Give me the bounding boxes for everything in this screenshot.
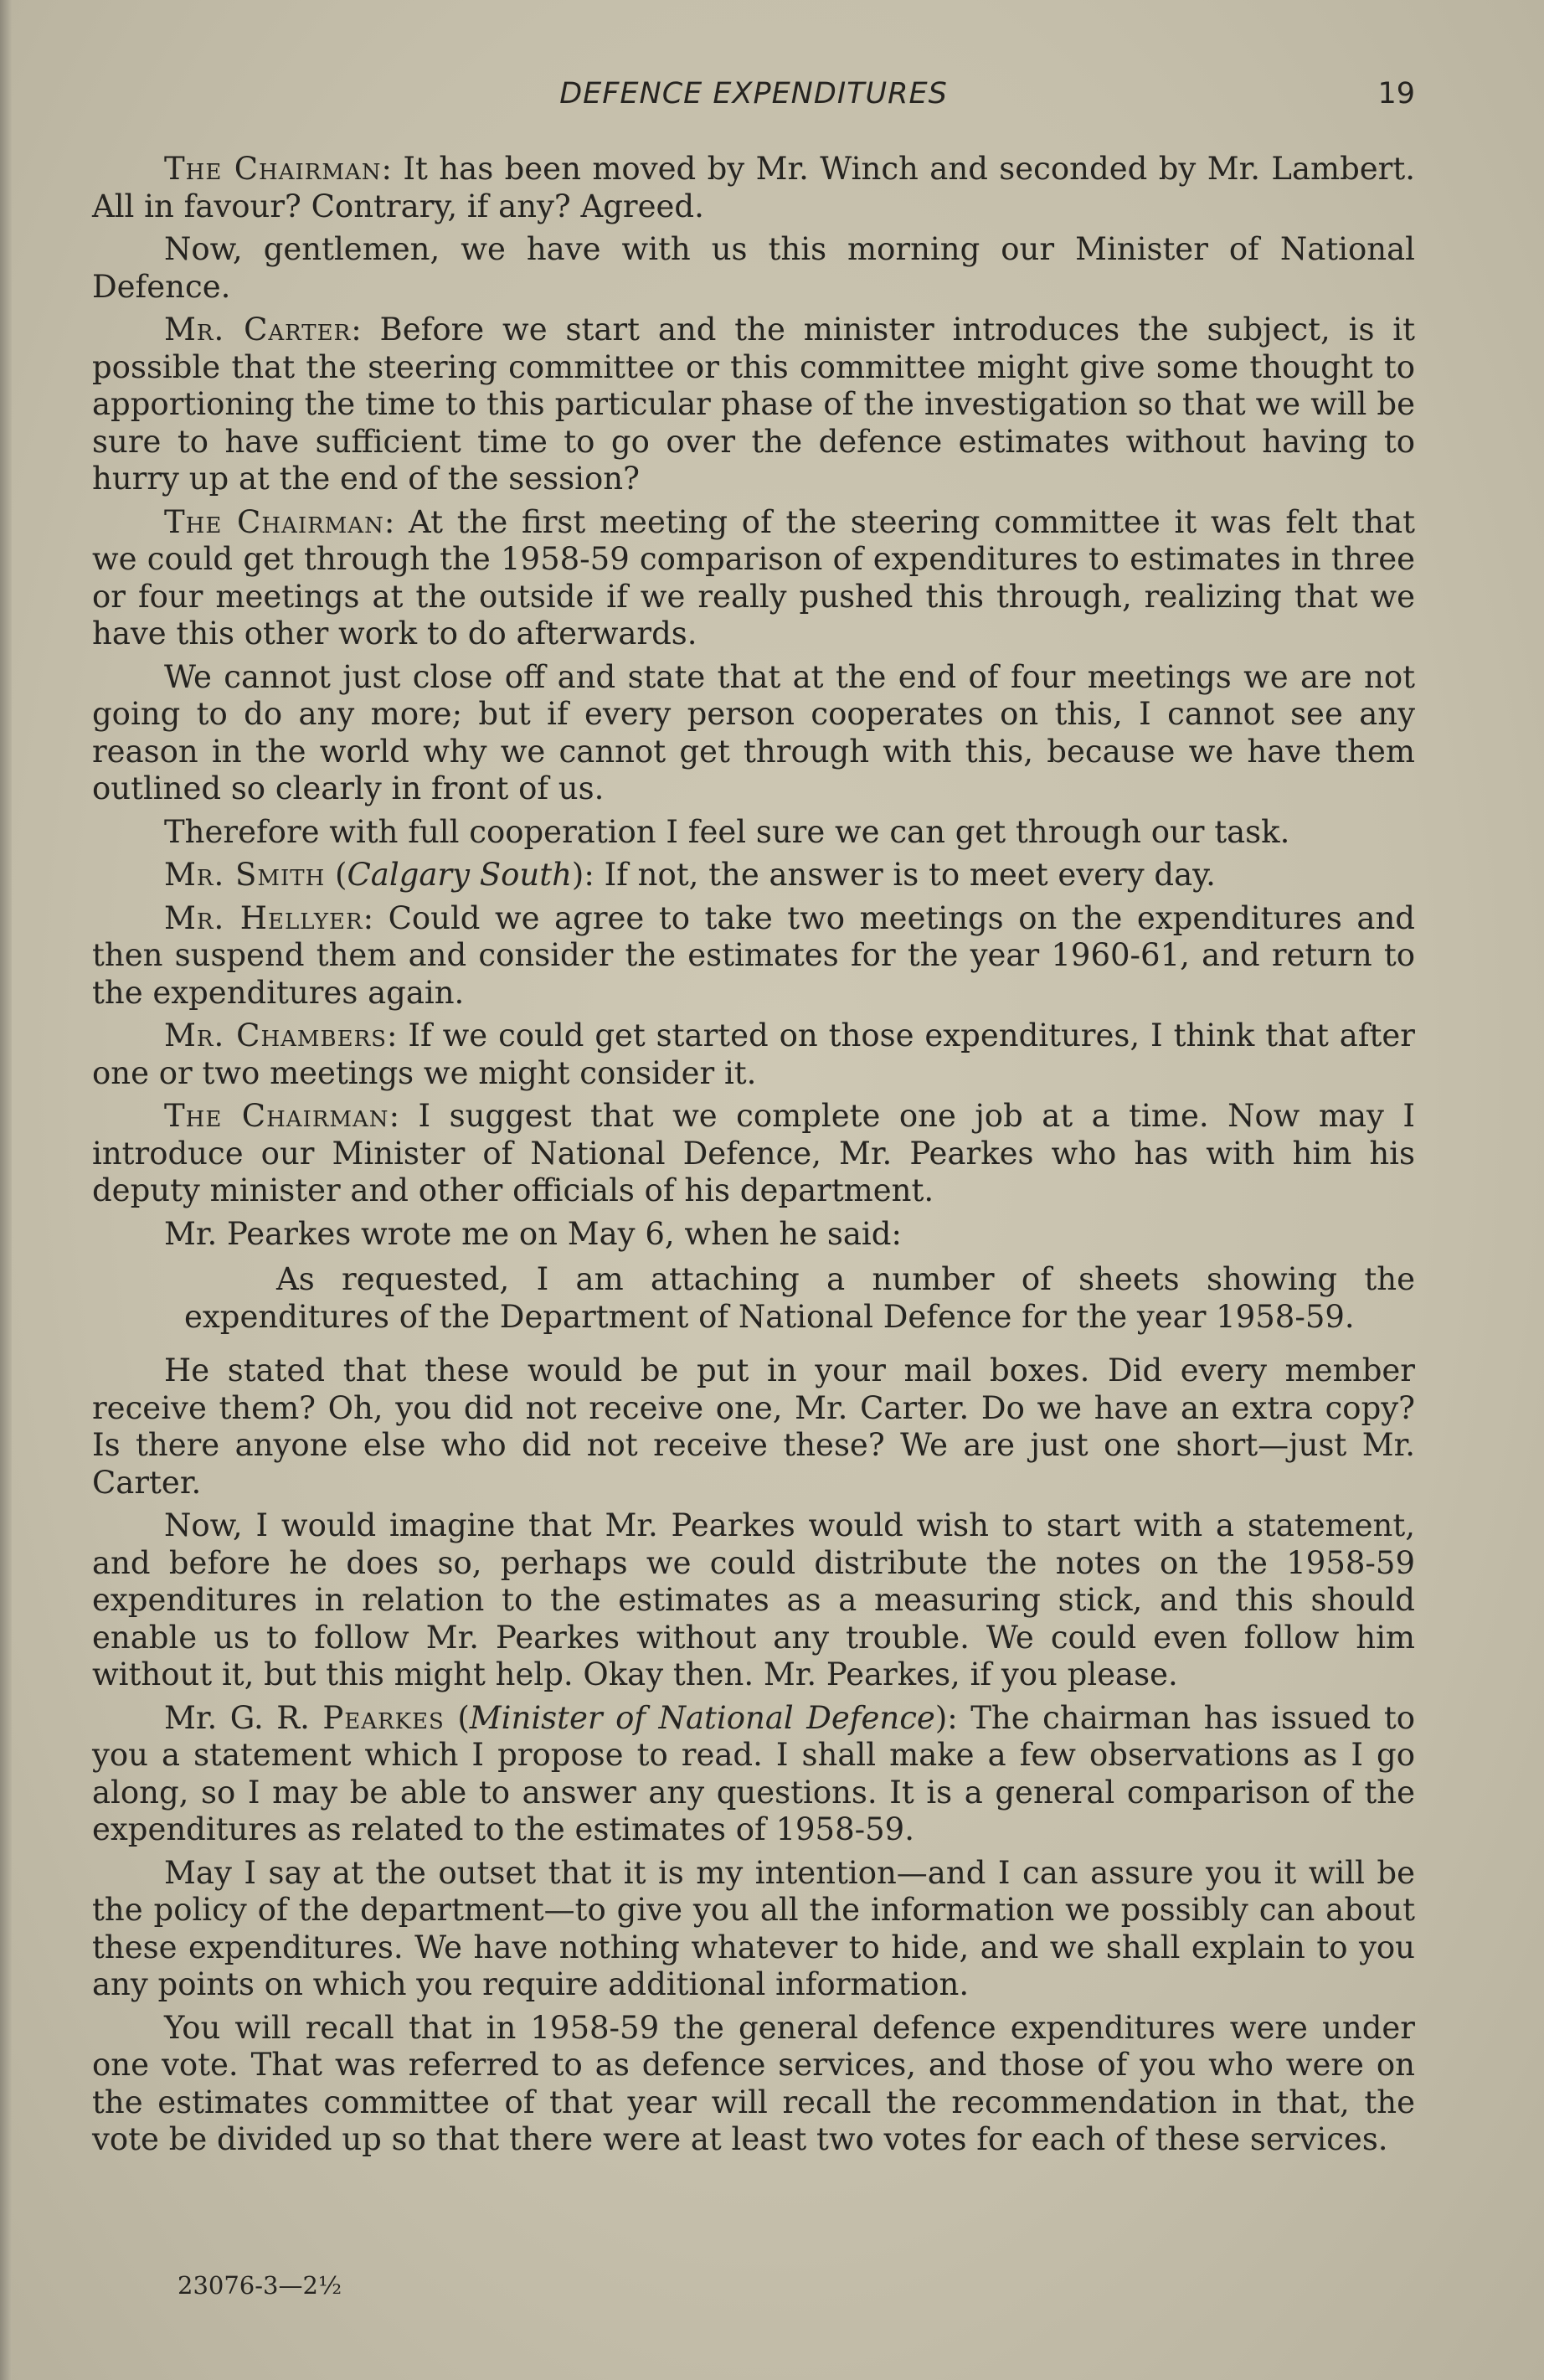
paragraph — [92, 1855, 1415, 2004]
speaker-separator: : — [383, 503, 409, 540]
paragraph: Mr. G. R. Pearkes (Minister of National Defence): The chairman has issued to you a statement which I propose to read. I shall make a few observations as I go along, so I may be able to answer any questions. It is a general comparison of the expenditures as related to the estimates of 1958-59. — [92, 1699, 1416, 1847]
paragraph-text: We cannot just close off and state that at the end of four meetings we are not going to do any more; but if every person cooperates on this, I cannot see any reason in the world why we cannot get through with this, because we have them outlined so clearly in front of us. — [92, 658, 1415, 806]
paragraph-text: You will recall that in 1958-59 the general defence expenditures were under one vote. That was referred to as defence services, and those of you who were on the estimates committee of that year will recall the recommendation in that, the vote be divided up so that there were at least two votes for each of these services. — [92, 2009, 1415, 2157]
paragraph-text: The chairman has issued to you a statement which I propose to read. I shall make a few observations as I go along, so I may be able to answer any questions. It is a general comparison of the expenditures as related to the estimates of 1958-59. — [92, 1699, 1416, 1847]
paragraph-text: May I say at the outset that it is my intention—and I can assure you it will be the policy of the department—to give you all the information we possibly can about these expenditures. We have nothing whatever to hide, and we shall explain to you any points on which you require additional information. — [92, 1854, 1415, 2002]
paragraph — [92, 1017, 1415, 1092]
paragraph-text: At the first meeting of the steering committee it was felt that we could get through the 1958-59 comparison of expenditures to estimates in three or four meetings at the outside if we really pushed this through, realizing that we have this other work to do afterwards. — [92, 503, 1416, 652]
speaker-separator: : — [584, 857, 605, 893]
speaker-separator: : — [387, 1017, 409, 1053]
paragraph — [92, 900, 1415, 1012]
paragraph — [92, 231, 1415, 306]
running-head: DEFENCE EXPENDITURES — [559, 77, 948, 111]
paragraph-text: Now, I would imagine that Mr. Pearkes would wish to start with a statement, and before he does so, perhaps we could distribute the notes on the 1958-59 expenditures in relation to the estimates as a measuring stick, and this should enable us to follow Mr. Pearkes without any trouble. We could even follow him without it, but this might help. Okay then. Mr. Pearkes, if you please. — [92, 1507, 1415, 1692]
speaker-name: The Chairman — [164, 1098, 389, 1134]
page-number: 19 — [1377, 77, 1415, 111]
page-header — [92, 77, 1415, 119]
speaker-separator: : — [363, 899, 389, 936]
paragraph — [92, 659, 1415, 808]
speaker-prefix: Mr. G. R. — [164, 1699, 323, 1736]
speaker-name: Pearkes — [322, 1699, 445, 1736]
paragraph: Mr. Smith (Calgary South): If not, the answer is to meet every day. — [164, 857, 1216, 893]
paragraph-text: Therefore with full cooperation I feel sure we can get through our task. — [164, 813, 1290, 850]
paragraph-text: Mr. Pearkes wrote me on May 6, when he said: — [164, 1215, 902, 1252]
paragraph-text: If not, the answer is to meet every day. — [604, 857, 1216, 893]
speaker-name: The Chairman — [164, 503, 384, 540]
paragraph — [92, 1216, 1415, 1254]
paragraph — [92, 1352, 1415, 1502]
speaker-name: Mr. Chambers — [164, 1017, 387, 1053]
paragraph-text: I suggest that we complete one job at a time. Now may I introduce our Minister of National Defence, Mr. Pearkes who has with him his deputy minister and other officials of his department. — [92, 1098, 1415, 1208]
paragraph — [92, 504, 1415, 653]
paragraph-text: As requested, I am attaching a number of sheets showing the expenditures of the Department of National Defence for the year 1958-59. — [184, 1261, 1415, 1335]
speaker-separator: : — [389, 1098, 419, 1134]
speaker-separator: : — [351, 312, 380, 348]
binding-edge — [0, 0, 12, 2380]
paragraph-text: Could we agree to take two meetings on the expenditures and then suspend them and consider the estimates for the year 1960-61, and return to the expenditures again. — [92, 899, 1415, 1011]
paragraph — [92, 2010, 1415, 2159]
speaker-name: The Chairman — [164, 151, 382, 187]
speaker-name: Mr. Hellyer — [164, 899, 363, 936]
paragraph-text: It has been moved by Mr. Winch and seconded by Mr. Lambert. All in favour? Contrary, if any? Agreed. — [92, 151, 1415, 224]
paragraph-text: He stated that these would be put in your mail boxes. Did every member receive them? Oh, you did not receive one, Mr. Carter. Do we have an extra copy? Is there anyone else who did not receive these? We are just one short—just Mr. Carter. — [92, 1352, 1415, 1501]
speaker-qualifier: Calgary South — [347, 857, 572, 893]
body-text — [92, 151, 1415, 2165]
paragraph — [92, 151, 1415, 225]
paragraph-text: Now, gentlemen, we have with us this morning our Minister of National Defence. — [92, 231, 1415, 305]
speaker-separator: : — [947, 1699, 971, 1736]
paragraph — [92, 312, 1415, 498]
paragraph — [92, 1098, 1415, 1210]
speaker-qualifier: Minister of National Defence — [469, 1699, 935, 1736]
paragraph-text: If we could get started on those expenditures, I think that after one or two meetings we might consider it. — [92, 1017, 1415, 1091]
paragraph — [92, 1507, 1415, 1694]
quoted-passage — [92, 1261, 1415, 1336]
paragraph — [92, 814, 1415, 852]
speaker-separator: : — [381, 151, 404, 187]
speaker-name: Mr. Carter — [164, 312, 352, 348]
paragraph-text: Before we start and the minister introduces the subject, is it possible that the steering committee or this committee might give some thought to apportioning the time to this particular phase of the investigation so that we will be sure to have sufficient time to go over the defence estimates without having to hurry up at the end of the session? — [92, 312, 1416, 497]
speaker-name: Mr. Smith — [164, 857, 326, 893]
printer-signature: 23076-3—2½ — [178, 2271, 342, 2300]
